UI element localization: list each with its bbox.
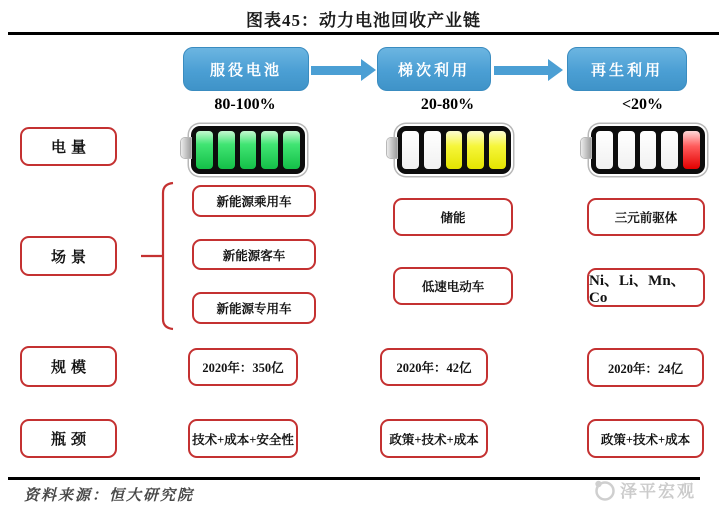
arrow-shaft <box>494 66 548 75</box>
page-title: 图表45：动力电池回收产业链 <box>246 11 481 30</box>
battery-terminal <box>581 138 591 158</box>
arrow-head <box>361 59 376 81</box>
battery-low-icon <box>591 126 705 174</box>
watermark-text: 泽平宏观 <box>620 482 696 501</box>
bottleneck-cell: 政策+技术+成本 <box>587 419 704 458</box>
row-label-scene: 场景 <box>20 236 117 276</box>
arrow-head <box>548 59 563 81</box>
bottleneck-cell: 政策+技术+成本 <box>380 419 488 458</box>
scene-cell: 低速电动车 <box>393 267 513 305</box>
battery-segment-green <box>218 131 235 169</box>
battery-segment-empty <box>596 131 613 169</box>
scene-cell: Ni、Li、Mn、Co <box>587 268 705 307</box>
battery-segment-red <box>683 131 700 169</box>
battery-segment-yellow <box>467 131 484 169</box>
capacity-label: <20% <box>621 96 664 113</box>
top-divider <box>8 32 719 35</box>
battery-segment-yellow <box>489 131 506 169</box>
battery-segment-green <box>240 131 257 169</box>
stage-node-echelon-use: 梯次利用 <box>377 47 491 91</box>
flow-arrow-icon <box>494 59 563 81</box>
scale-cell: 2020年：24亿 <box>587 348 704 387</box>
battery-terminal <box>387 138 397 158</box>
capacity-label: 80-100% <box>214 96 276 113</box>
watermark <box>592 477 696 502</box>
scene-cell: 新能源专用车 <box>192 292 316 324</box>
battery-segment-empty <box>661 131 678 169</box>
flow-arrow-icon <box>311 59 376 81</box>
row-label-capacity: 电量 <box>20 127 117 166</box>
battery-full-icon <box>191 126 305 174</box>
source-note: 资料来源：恒大研究院 <box>24 488 195 504</box>
battery-segment-green <box>283 131 300 169</box>
scene-cell: 新能源客车 <box>192 239 316 270</box>
battery-segment-empty <box>640 131 657 169</box>
row-label-bottleneck: 瓶颈 <box>20 419 117 458</box>
stage-node-recycling: 再生利用 <box>567 47 687 91</box>
battery-segment-empty <box>618 131 635 169</box>
battery-terminal <box>181 138 191 158</box>
scene-cell: 储能 <box>393 198 513 236</box>
stage-node-served-battery: 服役电池 <box>183 47 309 91</box>
capacity-label: 20-80% <box>420 96 475 113</box>
scene-bracket-connector <box>138 180 178 332</box>
battery-segment-yellow <box>446 131 463 169</box>
zeping-logo-icon <box>592 478 616 502</box>
battery-segment-green <box>196 131 213 169</box>
scene-cell: 三元前驱体 <box>587 198 705 236</box>
row-label-scale: 规模 <box>20 346 117 387</box>
bottleneck-cell: 技术+成本+安全性 <box>188 419 298 458</box>
battery-mid-icon <box>397 126 511 174</box>
arrow-shaft <box>311 66 361 75</box>
scene-cell: 新能源乘用车 <box>192 185 316 217</box>
battery-segment-empty <box>424 131 441 169</box>
scale-cell: 2020年：42亿 <box>380 348 488 386</box>
scale-cell: 2020年：350亿 <box>188 348 298 386</box>
battery-segment-green <box>261 131 278 169</box>
battery-segment-empty <box>402 131 419 169</box>
